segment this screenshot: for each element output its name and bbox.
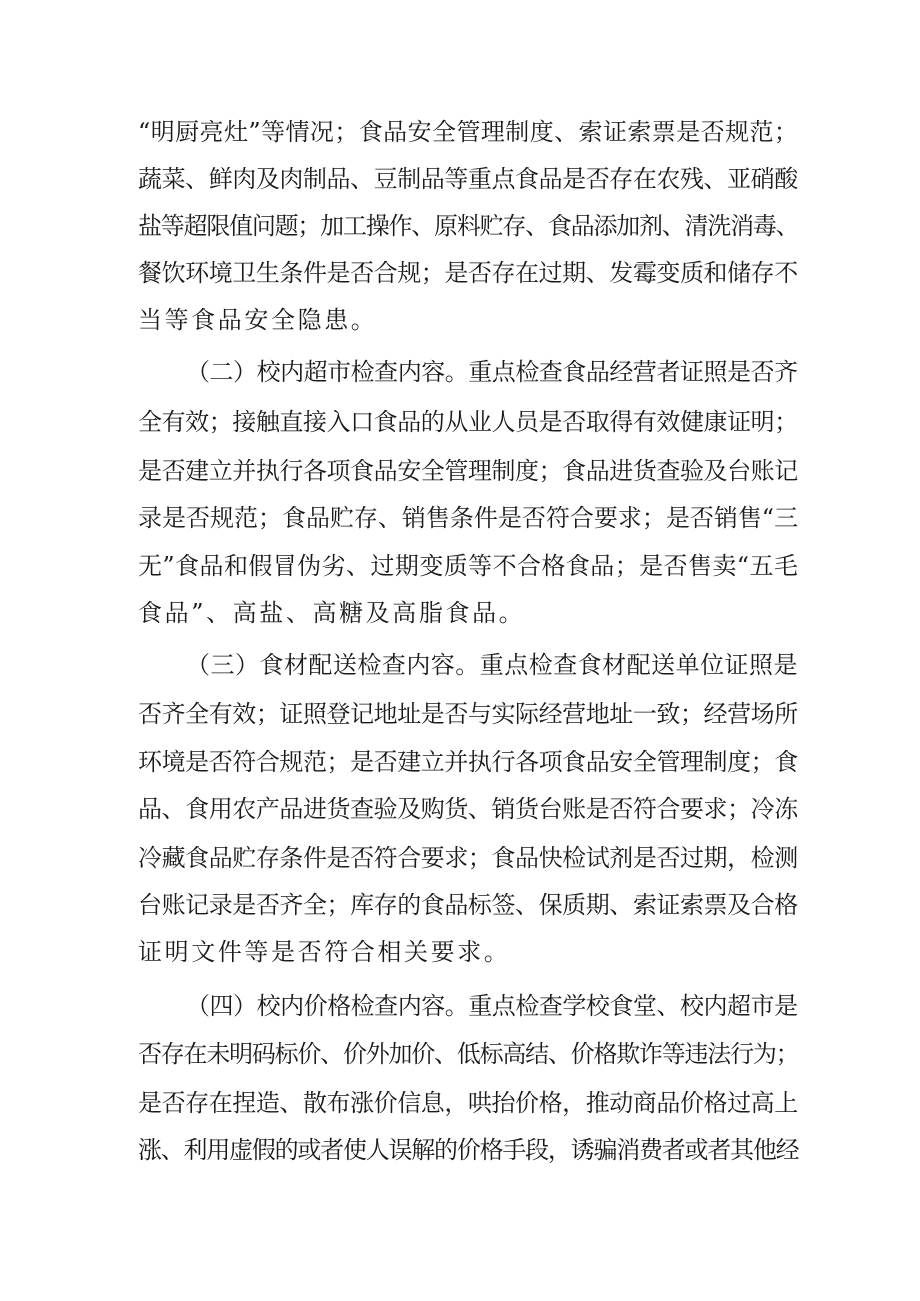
paragraph-line: 盐等超限值问题；加工操作、原料贮存、食品添加剂、清洗消毒、: [138, 212, 799, 240]
paragraph-line: （四）校内价格检查内容。重点检查学校食堂、校内超市是: [186, 992, 798, 1020]
paragraph-line: 是否建立并执行各项食品安全管理制度；食品进货查验及台账记: [138, 457, 798, 485]
paragraph-line: 是否存在捏造、散布涨价信息，哄抬价格，推动商品价格过高上: [138, 1089, 798, 1117]
paragraph-line: 环境是否符合规范；是否建立并执行各项食品安全管理制度；食: [138, 748, 798, 776]
paragraph-line: 品、食用农产品进货查验及购货、销货台账是否符合要求；冷冻: [138, 795, 798, 823]
paragraph-line: 当等食品安全隐患。: [138, 306, 378, 334]
paragraph-line: 冷藏食品贮存条件是否符合要求；食品快检试剂是否过期，检测: [138, 844, 798, 872]
paragraph-line: 录是否规范；食品贮存、销售条件是否符合要求；是否销售“三: [138, 504, 799, 532]
paragraph-line: （二）校内超市检查内容。重点检查食品经营者证照是否齐: [186, 358, 798, 386]
paragraph-line: 证明文件等是否符合相关要求。: [138, 938, 511, 966]
paragraph-line: 否存在未明码标价、价外加价、低标高结、价格欺诈等违法行为；: [138, 1040, 799, 1068]
paragraph-line: 蔬菜、鲜肉及肉制品、豆制品等重点食品是否存在农残、亚硝酸: [138, 165, 798, 193]
paragraph-line: 否齐全有效；证照登记地址是否与实际经营地址一致；经营场所: [138, 700, 798, 728]
paragraph-line: 全有效；接触直接入口食品的从业人员是否取得有效健康证明；: [138, 408, 798, 436]
paragraph-line: 食品”、高盐、高糖及高脂食品。: [138, 599, 526, 627]
paragraph-line: （三）食材配送检查内容。重点检查食材配送单位证照是: [186, 651, 798, 679]
paragraph-line: 台账记录是否齐全；库存的食品标签、保质期、索证索票及合格: [138, 891, 798, 919]
paragraph-line: “明厨亮灶”等情况；食品安全管理制度、索证索票是否规范；: [138, 118, 799, 146]
paragraph-line: 无”食品和假冒伪劣、过期变质等不合格食品；是否售卖“五毛: [138, 552, 799, 580]
paragraph-line: 餐饮环境卫生条件是否合规；是否存在过期、发霉变质和储存不: [138, 259, 798, 287]
paragraph-line: 涨、利用虚假的或者使人误解的价格手段，诱骗消费者或者其他经: [138, 1136, 799, 1164]
